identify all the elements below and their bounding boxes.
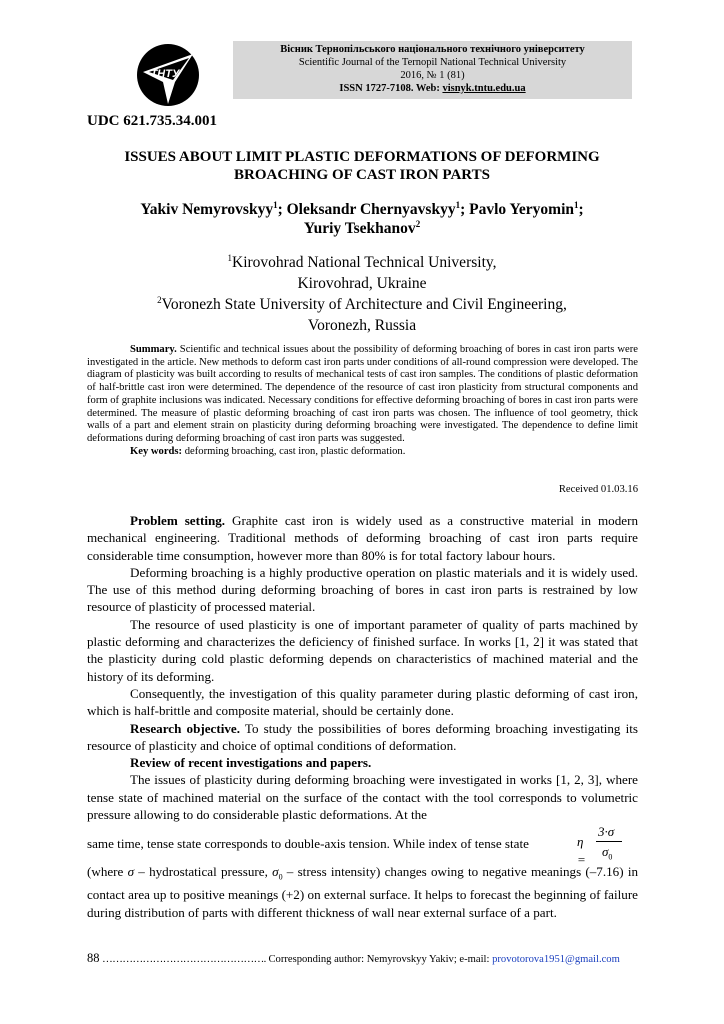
section-heading: Review of recent investigations and papers. bbox=[130, 755, 372, 771]
journal-issn: ISSN 1727-7108. Web: visnyk.tntu.edu.ua bbox=[339, 83, 526, 94]
affiliations: $^1$Kirovohrad National Technical University, Kirovohrad, Ukraine $^2$Voronezh State University of Architecture and Civil Engineering, Voronezh, Russia bbox=[157, 252, 567, 334]
journal-title-uk: Вісник Тернопільського національного технічного університету bbox=[280, 44, 585, 55]
received-date: Received 01.03.16 bbox=[558, 484, 638, 495]
author-list: Yakiv Nemyrovskyy$^1$; Oleksandr Chernyavskyy$^1$; Pavlo Yeryomin$^1$; Yuriy Tsekhanov$^2$ bbox=[140, 199, 584, 237]
paper-title: ISSUES ABOUT LIMIT PLASTIC DEFORMATIONS OF DEFORMING BROACHING OF CAST IRON PARTS bbox=[124, 149, 600, 183]
page-number: 88 bbox=[87, 951, 100, 965]
udc-code: UDC 621.735.34.001 bbox=[87, 113, 217, 129]
stress-index-equation: same time, tense state corresponds to double-axis tension. While index of tense state η = 3·σ $\sigma_0$ bbox=[87, 823, 638, 863]
journal-title-en: Scientific Journal of the Ternopil National Technical University bbox=[298, 57, 567, 68]
page-footer: 88 …………………………………………. Corresponding author: Nemyrovskyy Yakiv; e-mail: provotorova1951@gmail.com bbox=[87, 951, 620, 965]
article-body: Problem setting. Graphite cast iron is widely used as a constructive material in modern mechanical engineering. Traditional methods of deforming broaching of cast iron parts require considerable time consumption, however more than 80% is for total factory labour hours. Deforming broaching is a highly productive operation on plastic materials and it is widely used. The use of this method during deforming broaching of bores in cast iron parts is restrained by low resource of plasticity of processed material. The resource of used plasticity is one of important parameter of quality of parts machined by plastic deforming and characterizes the deficiency of finished surface. In works [1, 2] it was stated that the plasticity during cold plastic deforming depends on characteristics of machined material and the history of its deforming. Consequently, the investigation of this quality parameter during plastic deforming of cast iron, which is half-brittle and composite material, should be certainly done. Research objective. To study the possibilities of bores deforming broaching investigating its resource of plasticity and choice of optimal conditions of deformation. Review of recent investigations and papers. The issues of plasticity during deforming broaching were investigated in works [1, 2, 3], where tense state of machined material on the surface of the contact with the tool corresponds to volumetric pressure allowing to do considerable plastic deformations. At the same time, tense state corresponds to double-axis tension. While index of tense state η = 3·σ $\sigma_0$ (where σ – hydrostatical pressure, $\sigma_0$ – stress intensity) changes owing to negative meanings (–7.16) in contact area up to positive meanings (+2) on external surface. It helps to forecast the beginning of failure during distribution of parts with different thickness of wall near external surface of a part. bbox=[87, 513, 639, 920]
journal-issue: 2016, № 1 (81) bbox=[400, 70, 465, 81]
svg-text:ТНТУ: ТНТУ bbox=[150, 68, 180, 80]
author-email-link[interactable]: provotorova1951@gmail.com bbox=[492, 954, 620, 965]
university-logo bbox=[135, 42, 201, 108]
journal-website-link[interactable]: visnyk.tntu.edu.ua bbox=[442, 83, 526, 94]
journal-header bbox=[233, 41, 632, 99]
keywords: Key words: deforming broaching, cast iron, plastic deformation. bbox=[130, 445, 406, 457]
abstract: Summary. Scientific and technical issues about the possibility of deforming broaching of bores in cast iron parts were investigated in the article. New methods to deform cast iron parts under conditions of all-round compression were developed. The diagram of plasticity was built according to results of mechanical tests of cast iron samples. The conditions of plastic deformation of half-brittle cast iron were determined. The dependence of the resource of cast iron plasticity from structural components and form of graphite inclusions was indicated. Necessary conditions for effective deforming broaching of bores in cast iron parts were determined. The measure of plastic deforming broaching of cast iron parts was chosen. The influence of tool geometry, thick walls of a part and element strain on plasticity during deforming broaching were investigated. The dependence to define limit deformations during deforming broaching of cast iron parts was suggested. Key words: deforming broaching, cast iron, plastic deformation. bbox=[87, 344, 638, 457]
